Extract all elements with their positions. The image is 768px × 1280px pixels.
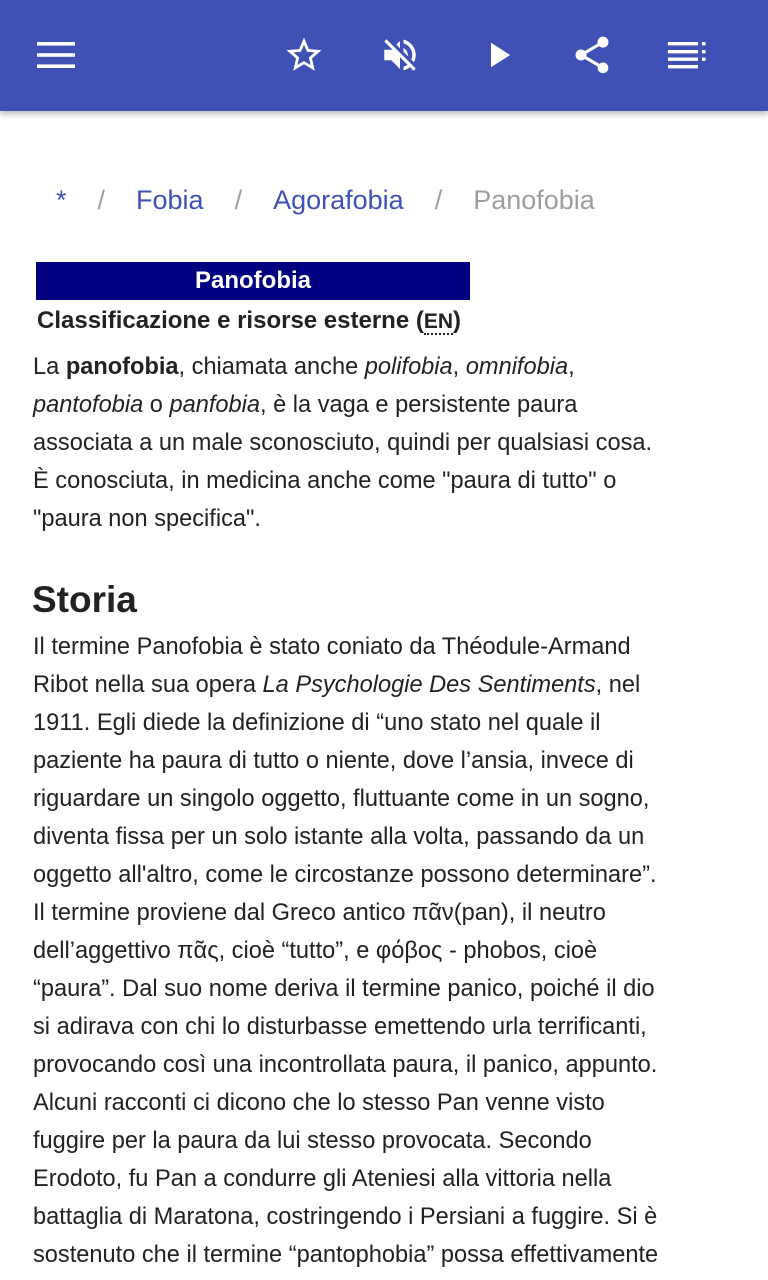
intro-line: "paura non specifica". [33, 506, 261, 532]
storia-line: Alcuni racconti ci dicono che lo stesso Pan venne visto [33, 1090, 605, 1116]
storia-line: Erodoto, fu Pan a condurre gli Ateniesi alla vittoria nella [33, 1166, 612, 1192]
intro-line: È conosciuta, in medicina anche come "paura di tutto" o [33, 468, 617, 494]
infobox-title: Panofobia [36, 262, 470, 300]
term-bold: panofobia [65, 354, 179, 380]
storia-line: “paura”. Dal suo nome deriva il termine panico, poiché il dio [33, 976, 655, 1002]
breadcrumb-separator: / [434, 184, 443, 215]
infobox-lang-close: ) [453, 307, 462, 334]
storia-line: fuggire per la paura da lui stesso provocata. Secondo [33, 1128, 592, 1154]
storia-line: paziente ha paura di tutto o niente, dove l’ansia, invece di [33, 748, 634, 774]
mute-button[interactable] [372, 27, 428, 83]
text: Ribot nella sua opera [33, 672, 263, 698]
storia-line: battaglia di Maratona, costringendo i Persiani a fuggire. Si è [33, 1204, 658, 1230]
storia-line: provocando così una incontrollata paura, il panico, appunto. [33, 1052, 658, 1078]
term-italic: pantofobia [33, 392, 144, 418]
breadcrumb-fobia[interactable]: Fobia [136, 184, 204, 215]
term-italic: omnifobia [465, 354, 569, 380]
text: o [143, 392, 170, 418]
breadcrumb [56, 180, 595, 220]
intro-line: associata a un male sconosciuto, quindi per qualsiasi cosa. [33, 430, 653, 456]
storia-line: Il termine proviene dal Greco antico πᾶν(pan), il neutro [33, 900, 606, 926]
storia-line: 1911. Egli diede la definizione di “uno stato nel quale il [33, 710, 601, 736]
text: , [568, 354, 575, 380]
storia-line: si adirava con chi lo disturbasse emettendo urla terrificanti, [33, 1014, 647, 1040]
breadcrumb-agorafobia[interactable]: Agorafobia [273, 184, 404, 215]
volume-off-icon [379, 34, 421, 76]
infobox-subtitle [37, 304, 477, 338]
lang-en-link[interactable]: EN [423, 310, 454, 333]
storia-line: diventa fissa per un solo istante alla volta, passando da un [33, 824, 645, 850]
intro-line [33, 386, 743, 424]
term-italic: panfobia [169, 392, 260, 418]
storia-line: dell’aggettivo πᾶς, cioè “tutto”, e φόβος - phobos, cioè [33, 938, 598, 964]
storia-line: riguardare un singolo oggetto, fluttuante come in un sogno, [33, 786, 650, 812]
term-italic: polifobia [364, 354, 453, 380]
breadcrumb-separator: / [234, 184, 243, 215]
favorite-button[interactable] [276, 27, 332, 83]
storia-paragraph [33, 628, 753, 1274]
storia-line [33, 666, 753, 704]
star-outline-icon [283, 34, 325, 76]
breadcrumb-separator: / [97, 184, 106, 215]
intro-line [33, 348, 743, 386]
work-title-italic: La Psychologie Des Sentiments [262, 672, 596, 698]
text: , è la vaga e persistente paura [259, 392, 578, 418]
breadcrumb-current: Panofobia [473, 184, 595, 215]
infobox-lang-open: ( [415, 307, 424, 334]
hamburger-menu-icon [37, 41, 75, 69]
storia-line: Il termine Panofobia è stato coniato da Théodule-Armand [33, 634, 631, 660]
share-button[interactable] [564, 27, 620, 83]
play-button[interactable] [470, 27, 526, 83]
text: La [33, 354, 66, 380]
storia-line: sostenuto che il termine “pantophobia” possa effettivamente [33, 1242, 659, 1268]
app-bar [0, 0, 768, 111]
text: , [452, 354, 466, 380]
menu-button[interactable] [28, 27, 84, 83]
share-icon [570, 33, 614, 77]
table-of-contents-button[interactable] [660, 27, 716, 83]
text: , chiamata anche [178, 354, 365, 380]
breadcrumb-home[interactable]: * [56, 184, 67, 215]
infobox-subtitle-text: Classificazione e risorse esterne [37, 307, 410, 334]
section-heading-storia: Storia [32, 579, 137, 620]
play-icon [477, 34, 519, 76]
table-of-contents-icon [668, 41, 708, 69]
storia-line: oggetto all'altro, come le circostanze possono determinare”. [33, 862, 657, 888]
intro-paragraph [33, 348, 743, 538]
text: , nel [595, 672, 641, 698]
